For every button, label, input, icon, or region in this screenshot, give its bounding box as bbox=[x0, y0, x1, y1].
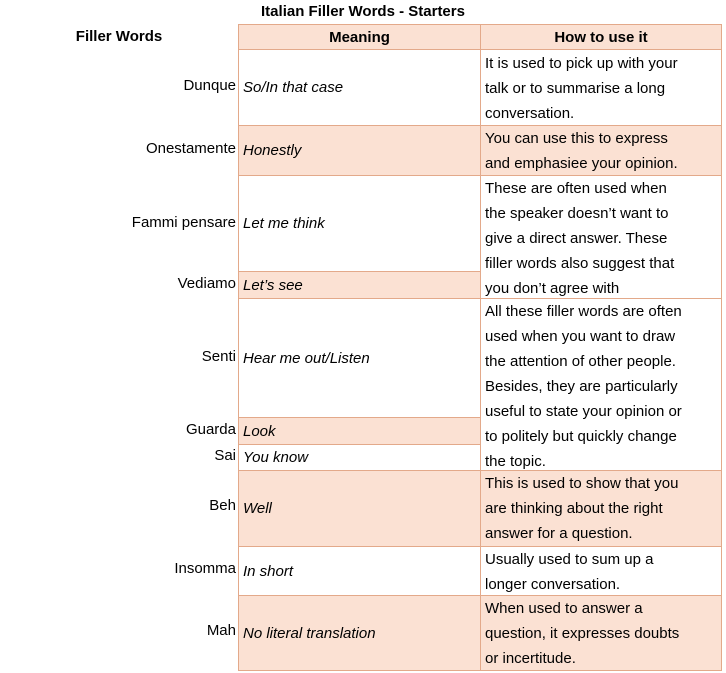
header-filler-words: Filler Words bbox=[75, 28, 163, 45]
usage-line: You can use this to express bbox=[485, 130, 668, 147]
usage-cell bbox=[480, 547, 722, 596]
filler-word: Insomma bbox=[174, 560, 236, 577]
usage-line: give a direct answer. These bbox=[485, 230, 668, 247]
meaning-cell: So/In that case bbox=[238, 50, 480, 126]
usage-cell bbox=[480, 50, 722, 126]
usage-line: These are often used when bbox=[485, 180, 667, 197]
usage-line: used when you want to draw bbox=[485, 328, 676, 345]
filler-word: Mah bbox=[206, 622, 236, 639]
filler-word: Senti bbox=[201, 348, 236, 365]
usage-line: and emphasiee your opinion. bbox=[485, 155, 678, 172]
meaning-cell: Hear me out/Listen bbox=[238, 299, 480, 418]
meaning-cell: Let’s see bbox=[238, 272, 480, 299]
usage-line: It is used to pick up with your bbox=[485, 55, 678, 72]
usage-line: the topic. bbox=[485, 453, 546, 470]
usage-line: the speaker doesn’t want to bbox=[485, 205, 669, 222]
usage-line: Usually used to sum up a bbox=[485, 551, 654, 568]
usage-line: answer for a question. bbox=[485, 525, 633, 542]
meaning-cell: No literal translation bbox=[238, 596, 480, 671]
usage-cell bbox=[480, 126, 722, 176]
usage-line: filler words also suggest that bbox=[485, 255, 675, 272]
usage-line: the attention of other people. bbox=[485, 353, 676, 370]
usage-line: you don’t agree with bbox=[485, 280, 620, 297]
meaning-cell: Honestly bbox=[238, 126, 480, 176]
meaning-cell: Look bbox=[238, 418, 480, 445]
usage-cell bbox=[480, 176, 722, 299]
usage-line: longer conversation. bbox=[485, 576, 621, 593]
usage-cell bbox=[480, 596, 722, 671]
filler-word: Beh bbox=[209, 497, 236, 514]
usage-cell bbox=[480, 471, 722, 547]
filler-word: Guarda bbox=[185, 421, 236, 438]
table-title: Italian Filler Words - Starters bbox=[261, 3, 465, 20]
filler-word: Onestamente bbox=[145, 140, 236, 157]
filler-word: Sai bbox=[214, 447, 236, 464]
usage-line: conversation. bbox=[485, 105, 575, 122]
usage-line: useful to state your opinion or bbox=[485, 403, 682, 420]
filler-word: Vediamo bbox=[177, 275, 236, 292]
usage-line: Besides, they are particularly bbox=[485, 378, 678, 395]
usage-line: or incertitude. bbox=[485, 650, 576, 667]
filler-word: Fammi pensare bbox=[131, 214, 236, 231]
header-meaning: Meaning bbox=[238, 24, 480, 50]
usage-line: to politely but quickly change bbox=[485, 428, 677, 445]
usage-line: All these filler words are often bbox=[485, 303, 682, 320]
meaning-cell: In short bbox=[238, 547, 480, 596]
meaning-cell: You know bbox=[238, 445, 480, 471]
usage-line: are thinking about the right bbox=[485, 500, 663, 517]
header-how-to-use: How to use it bbox=[480, 24, 722, 50]
filler-word: Dunque bbox=[183, 77, 236, 94]
usage-line: This is used to show that you bbox=[485, 475, 679, 492]
meaning-cell: Well bbox=[238, 471, 480, 547]
usage-cell bbox=[480, 299, 722, 471]
usage-line: When used to answer a bbox=[485, 600, 643, 617]
usage-line: talk or to summarise a long bbox=[485, 80, 666, 97]
usage-line: question, it expresses doubts bbox=[485, 625, 680, 642]
meaning-cell: Let me think bbox=[238, 176, 480, 272]
